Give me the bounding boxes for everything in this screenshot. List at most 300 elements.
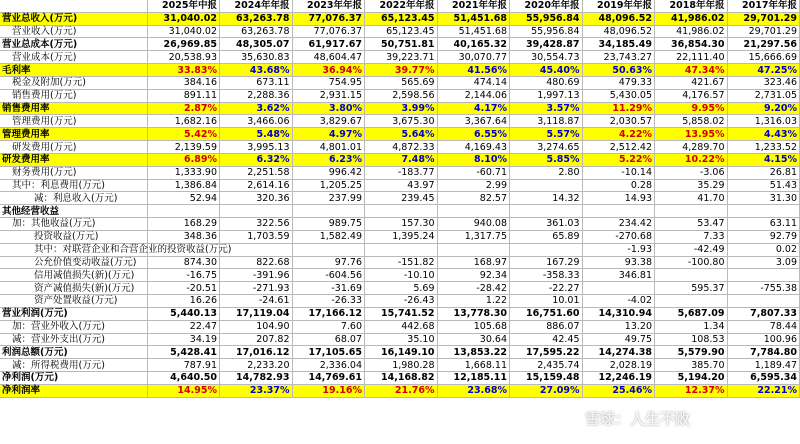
value-cell [510, 243, 583, 256]
value-cell: 45.40% [510, 64, 583, 77]
value-cell: 239.45 [365, 192, 438, 205]
value-cell: 22.21% [727, 384, 800, 397]
table-row [0, 256, 800, 269]
row-label: 减：利息收入(万元) [0, 192, 147, 205]
value-cell: 1,189.47 [727, 359, 800, 372]
value-cell: 5,687.09 [655, 307, 728, 320]
value-cell: -1.93 [582, 243, 655, 256]
value-cell: 39,223.71 [365, 51, 438, 64]
value-cell: 14,168.82 [365, 372, 438, 385]
row-label: 信用减值损失(新)(万元) [0, 269, 147, 282]
row-label: 其他经营收益 [0, 205, 147, 218]
value-cell: 35,630.83 [220, 51, 293, 64]
table-row [0, 166, 800, 179]
value-cell [510, 205, 583, 218]
table-row [0, 25, 800, 38]
value-cell: 53.47 [655, 218, 728, 231]
value-cell [582, 205, 655, 218]
value-cell: 31.30 [727, 192, 800, 205]
value-cell: 105.68 [437, 320, 510, 333]
value-cell: 1,395.24 [365, 230, 438, 243]
value-cell [655, 205, 728, 218]
value-cell: 10.22% [655, 153, 728, 166]
table-row [0, 115, 800, 128]
value-cell: 940.08 [437, 218, 510, 231]
value-cell: 346.81 [582, 269, 655, 282]
value-cell: 3.57% [510, 102, 583, 115]
value-cell: 92.79 [727, 230, 800, 243]
table-row [0, 128, 800, 141]
value-cell: 5.48% [220, 128, 293, 141]
table-row [0, 230, 800, 243]
value-cell [292, 205, 365, 218]
row-label: 资产处置收益(万元) [0, 295, 147, 308]
value-cell: 2.80 [510, 166, 583, 179]
value-cell [365, 243, 438, 256]
table-row [0, 269, 800, 282]
value-cell: 41,986.02 [655, 12, 728, 25]
value-cell: 22.47 [147, 320, 220, 333]
value-cell: 50.63% [582, 64, 655, 77]
value-cell: 4,801.01 [292, 141, 365, 154]
value-cell: 43.68% [220, 64, 293, 77]
row-label: 加：其他收益(万元) [0, 218, 147, 231]
value-cell: 41,986.02 [655, 25, 728, 38]
value-cell: 39.77% [365, 64, 438, 77]
value-cell: 886.07 [510, 320, 583, 333]
value-cell: 63,263.78 [220, 12, 293, 25]
value-cell: 12,185.11 [437, 372, 510, 385]
value-cell: -4.02 [582, 295, 655, 308]
value-cell: 51,451.68 [437, 12, 510, 25]
value-cell: 2,931.15 [292, 89, 365, 102]
value-cell: 822.68 [220, 256, 293, 269]
value-cell: 6,595.34 [727, 372, 800, 385]
value-cell: 5,440.13 [147, 307, 220, 320]
value-cell: 47.34% [655, 64, 728, 77]
value-cell: 4.43% [727, 128, 800, 141]
value-cell: 30,554.73 [510, 51, 583, 64]
row-label: 毛利率 [0, 64, 147, 77]
value-cell: 33.83% [147, 64, 220, 77]
value-cell: 22,111.40 [655, 51, 728, 64]
value-cell: 41.56% [437, 64, 510, 77]
table-row [0, 384, 800, 397]
value-cell: 6.55% [437, 128, 510, 141]
row-label: 投资收益(万元) [0, 230, 147, 243]
value-cell: 479.33 [582, 76, 655, 89]
value-cell: 30.64 [437, 333, 510, 346]
value-cell: 63,263.78 [220, 25, 293, 38]
value-cell: 40,165.32 [437, 38, 510, 51]
value-cell: 421.67 [655, 76, 728, 89]
value-cell: 5.42% [147, 128, 220, 141]
value-cell: 31,040.02 [147, 12, 220, 25]
value-cell: 26.81 [727, 166, 800, 179]
value-cell: 2,435.74 [510, 359, 583, 372]
value-cell: 384.16 [147, 76, 220, 89]
row-label: 研发费用(万元) [0, 141, 147, 154]
value-cell [655, 269, 728, 282]
value-cell: 1,316.03 [727, 115, 800, 128]
value-cell: 3.99% [365, 102, 438, 115]
value-cell: 348.36 [147, 230, 220, 243]
value-cell: 361.03 [510, 218, 583, 231]
value-cell: 48,604.47 [292, 51, 365, 64]
value-cell: 9.20% [727, 102, 800, 115]
value-cell: 14.93 [582, 192, 655, 205]
value-cell: 2,251.58 [220, 166, 293, 179]
value-cell: 104.90 [220, 320, 293, 333]
row-label: 税金及附加(万元) [0, 76, 147, 89]
value-cell: 787.91 [147, 359, 220, 372]
table-row [0, 153, 800, 166]
value-cell [437, 243, 510, 256]
value-cell: 15,741.52 [365, 307, 438, 320]
value-cell: 100.96 [727, 333, 800, 346]
value-cell: 36.94% [292, 64, 365, 77]
value-cell: 3,675.30 [365, 115, 438, 128]
table-row [0, 295, 800, 308]
value-cell: -28.42 [437, 282, 510, 295]
value-cell: 2,598.56 [365, 89, 438, 102]
value-cell [365, 205, 438, 218]
value-cell: 2,233.20 [220, 359, 293, 372]
row-label: 利润总额(万元) [0, 346, 147, 359]
value-cell: -26.33 [292, 295, 365, 308]
row-label: 净利润(万元) [0, 372, 147, 385]
row-label: 营业总成本(万元) [0, 38, 147, 51]
value-cell: 8.10% [437, 153, 510, 166]
row-label: 其中：利息费用(万元) [0, 179, 147, 192]
value-cell: 36,854.30 [655, 38, 728, 51]
value-cell: -31.69 [292, 282, 365, 295]
value-cell: 55,956.84 [510, 25, 583, 38]
row-label: 营业利润(万元) [0, 307, 147, 320]
value-cell: 5,858.02 [655, 115, 728, 128]
value-cell: 5.69 [365, 282, 438, 295]
value-cell: 3.62% [220, 102, 293, 115]
value-cell: 16,149.10 [365, 346, 438, 359]
value-cell: 989.75 [292, 218, 365, 231]
value-cell: 31,040.02 [147, 25, 220, 38]
value-cell: 7.33 [655, 230, 728, 243]
value-cell: 49.75 [582, 333, 655, 346]
row-label: 其中：对联营企业和合营企业的投资收益(万元) [0, 243, 147, 256]
value-cell: 7,784.80 [727, 346, 800, 359]
value-cell: 595.37 [655, 282, 728, 295]
value-cell: 2,030.57 [582, 115, 655, 128]
value-cell: 23,743.27 [582, 51, 655, 64]
value-cell: -26.43 [365, 295, 438, 308]
value-cell: 6.32% [220, 153, 293, 166]
value-cell: 48,305.07 [220, 38, 293, 51]
value-cell: 3.80% [292, 102, 365, 115]
value-cell: 13.95% [655, 128, 728, 141]
row-label: 研发费用率 [0, 153, 147, 166]
value-cell: 52.94 [147, 192, 220, 205]
value-cell: 48,096.52 [582, 12, 655, 25]
value-cell: 3,466.06 [220, 115, 293, 128]
row-label: 公允价值变动收益(万元) [0, 256, 147, 269]
table-row [0, 333, 800, 346]
value-cell: 3,274.65 [510, 141, 583, 154]
row-label: 管理费用率 [0, 128, 147, 141]
value-cell: 2,139.59 [147, 141, 220, 154]
table-row [0, 102, 800, 115]
value-cell: 9.95% [655, 102, 728, 115]
value-cell: 14,769.61 [292, 372, 365, 385]
value-cell: 4,169.43 [437, 141, 510, 154]
value-cell: 442.68 [365, 320, 438, 333]
value-cell: 77,076.37 [292, 12, 365, 25]
value-cell: 13.20 [582, 320, 655, 333]
value-cell: 20,538.93 [147, 51, 220, 64]
value-cell: 23.68% [437, 384, 510, 397]
table-row [0, 243, 800, 256]
value-cell: 6.23% [292, 153, 365, 166]
value-cell: 2.87% [147, 102, 220, 115]
value-cell: 167.29 [510, 256, 583, 269]
value-cell [437, 205, 510, 218]
value-cell: 50,751.81 [365, 38, 438, 51]
value-cell: 1.34 [655, 320, 728, 333]
row-label: 营业收入(万元) [0, 25, 147, 38]
year-header: 2017年年报 [727, 0, 800, 12]
value-cell: 16,751.60 [510, 307, 583, 320]
value-cell: 11.29% [582, 102, 655, 115]
year-header: 2022年年报 [365, 0, 438, 12]
value-cell: 5,194.20 [655, 372, 728, 385]
value-cell: 63.11 [727, 218, 800, 231]
value-cell [727, 295, 800, 308]
value-cell: 4.15% [727, 153, 800, 166]
value-cell: 78.44 [727, 320, 800, 333]
value-cell: 17,119.04 [220, 307, 293, 320]
value-cell: -60.71 [437, 166, 510, 179]
value-cell: 322.56 [220, 218, 293, 231]
value-cell: 25.46% [582, 384, 655, 397]
value-cell: 5.57% [510, 128, 583, 141]
value-cell: 2,731.05 [727, 89, 800, 102]
value-cell: 35.10 [365, 333, 438, 346]
value-cell: 3.09 [727, 256, 800, 269]
value-cell: 14.32 [510, 192, 583, 205]
table-row [0, 320, 800, 333]
value-cell [147, 205, 220, 218]
value-cell: -42.49 [655, 243, 728, 256]
value-cell: 2,144.06 [437, 89, 510, 102]
value-cell: 108.53 [655, 333, 728, 346]
value-cell: 17,166.12 [292, 307, 365, 320]
value-cell [582, 282, 655, 295]
table-row [0, 346, 800, 359]
value-cell: 55,956.84 [510, 12, 583, 25]
value-cell: -270.68 [582, 230, 655, 243]
value-cell: 2,614.16 [220, 179, 293, 192]
value-cell: 1,997.13 [510, 89, 583, 102]
value-cell: 41.70 [655, 192, 728, 205]
value-cell: 21,297.56 [727, 38, 800, 51]
value-cell: -24.61 [220, 295, 293, 308]
value-cell: 0.02 [727, 243, 800, 256]
value-cell: 34.19 [147, 333, 220, 346]
value-cell [655, 295, 728, 308]
table-row [0, 141, 800, 154]
table-row [0, 179, 800, 192]
value-cell: 17,595.22 [510, 346, 583, 359]
value-cell: 93.38 [582, 256, 655, 269]
year-header: 2025年中报 [147, 0, 220, 12]
value-cell: 1,582.49 [292, 230, 365, 243]
value-cell: 65,123.45 [365, 12, 438, 25]
table-row [0, 51, 800, 64]
value-cell: 1,333.90 [147, 166, 220, 179]
value-cell: 4,872.33 [365, 141, 438, 154]
table-row [0, 205, 800, 218]
value-cell: 673.11 [220, 76, 293, 89]
table-row [0, 89, 800, 102]
row-label: 财务费用(万元) [0, 166, 147, 179]
value-cell: 6.89% [147, 153, 220, 166]
value-cell: 29,701.29 [727, 12, 800, 25]
value-cell: 234.42 [582, 218, 655, 231]
year-header: 2020年年报 [510, 0, 583, 12]
value-cell: 82.57 [437, 192, 510, 205]
value-cell: 4,640.50 [147, 372, 220, 385]
value-cell: 19.16% [292, 384, 365, 397]
value-cell: -151.82 [365, 256, 438, 269]
value-cell: 2,028.19 [582, 359, 655, 372]
value-cell: 874.30 [147, 256, 220, 269]
value-cell: 480.69 [510, 76, 583, 89]
table-row [0, 307, 800, 320]
value-cell: 34,185.49 [582, 38, 655, 51]
value-cell: 474.14 [437, 76, 510, 89]
value-cell: 17,016.12 [220, 346, 293, 359]
year-header: 2019年年报 [582, 0, 655, 12]
value-cell: 61,917.67 [292, 38, 365, 51]
value-cell [727, 269, 800, 282]
value-cell [292, 243, 365, 256]
value-cell: 12.37% [655, 384, 728, 397]
watermark: 雪球：人生不败 [585, 410, 691, 428]
value-cell: 168.97 [437, 256, 510, 269]
value-cell: 30,070.77 [437, 51, 510, 64]
row-label: 营业总收入(万元) [0, 12, 147, 25]
row-label: 减：所得税费用(万元) [0, 359, 147, 372]
value-cell: 2,288.36 [220, 89, 293, 102]
value-cell: 2,336.04 [292, 359, 365, 372]
value-cell: 4.97% [292, 128, 365, 141]
value-cell: -16.75 [147, 269, 220, 282]
value-cell: 1,317.75 [437, 230, 510, 243]
value-cell: 17,105.65 [292, 346, 365, 359]
value-cell: 77,076.37 [292, 25, 365, 38]
value-cell: 2.99 [437, 179, 510, 192]
value-cell: 157.30 [365, 218, 438, 231]
value-cell: -604.56 [292, 269, 365, 282]
year-header: 2018年年报 [655, 0, 728, 12]
value-cell: 43.97 [365, 179, 438, 192]
value-cell: 1,386.84 [147, 179, 220, 192]
value-cell: 14,274.38 [582, 346, 655, 359]
value-cell: 15,666.69 [727, 51, 800, 64]
value-cell: 1,668.11 [437, 359, 510, 372]
table-row [0, 359, 800, 372]
value-cell: 7.48% [365, 153, 438, 166]
value-cell: 3,829.67 [292, 115, 365, 128]
header-label-cell [0, 0, 147, 12]
row-label: 资产减值损失(新)(万元) [0, 282, 147, 295]
value-cell: 5,428.41 [147, 346, 220, 359]
value-cell: 13,853.22 [437, 346, 510, 359]
value-cell [220, 205, 293, 218]
value-cell: 13,778.30 [437, 307, 510, 320]
value-cell: 2,512.42 [582, 141, 655, 154]
value-cell: 7,807.33 [727, 307, 800, 320]
value-cell: 168.29 [147, 218, 220, 231]
value-cell: 5.22% [582, 153, 655, 166]
value-cell: 92.34 [437, 269, 510, 282]
value-cell: 5.64% [365, 128, 438, 141]
value-cell: 207.82 [220, 333, 293, 346]
value-cell: 51.43 [727, 179, 800, 192]
value-cell: 320.36 [220, 192, 293, 205]
row-label: 加：营业外收入(万元) [0, 320, 147, 333]
table-body [0, 12, 800, 397]
value-cell: 5.85% [510, 153, 583, 166]
value-cell: 323.46 [727, 76, 800, 89]
value-cell: 7.60 [292, 320, 365, 333]
row-label: 销售费用(万元) [0, 89, 147, 102]
header-row [0, 0, 800, 12]
value-cell: 14.95% [147, 384, 220, 397]
value-cell: 26,969.85 [147, 38, 220, 51]
value-cell: 996.42 [292, 166, 365, 179]
value-cell: 65,123.45 [365, 25, 438, 38]
value-cell [510, 179, 583, 192]
table-row [0, 282, 800, 295]
value-cell: 10.01 [510, 295, 583, 308]
table-row [0, 12, 800, 25]
value-cell: 48,096.52 [582, 25, 655, 38]
value-cell: 42.45 [510, 333, 583, 346]
row-label: 管理费用(万元) [0, 115, 147, 128]
value-cell: 97.76 [292, 256, 365, 269]
value-cell: 1,980.28 [365, 359, 438, 372]
value-cell: 1.22 [437, 295, 510, 308]
value-cell: -22.27 [510, 282, 583, 295]
table-row [0, 372, 800, 385]
value-cell: 891.11 [147, 89, 220, 102]
value-cell: 47.25% [727, 64, 800, 77]
value-cell: 4,176.57 [655, 89, 728, 102]
value-cell: 1,233.52 [727, 141, 800, 154]
table-row [0, 192, 800, 205]
value-cell: -100.80 [655, 256, 728, 269]
year-header: 2023年年报 [292, 0, 365, 12]
value-cell: 15,159.48 [510, 372, 583, 385]
year-header: 2021年年报 [437, 0, 510, 12]
value-cell: 68.07 [292, 333, 365, 346]
value-cell: -3.06 [655, 166, 728, 179]
value-cell: 1,205.25 [292, 179, 365, 192]
value-cell: 237.99 [292, 192, 365, 205]
row-label: 减：营业外支出(万元) [0, 333, 147, 346]
row-label: 销售费用率 [0, 102, 147, 115]
value-cell: 4.17% [437, 102, 510, 115]
